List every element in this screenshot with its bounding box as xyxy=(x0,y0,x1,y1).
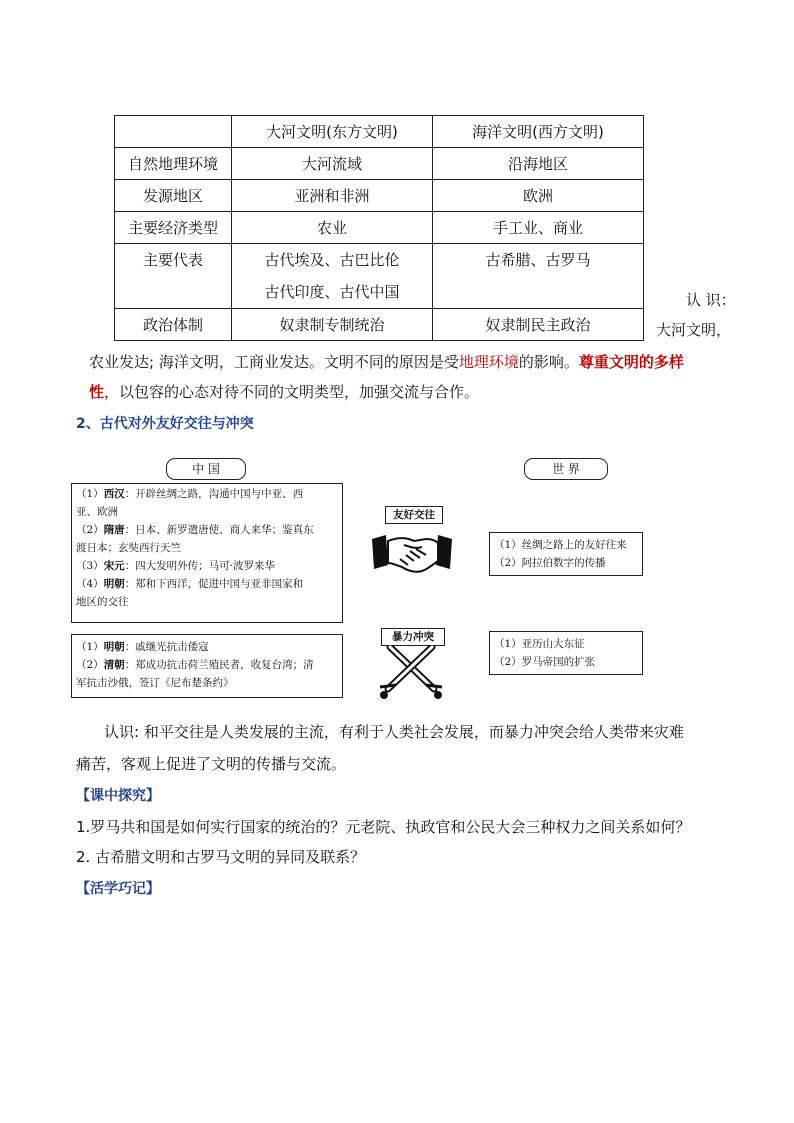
list-item: （2）罗马帝国的扩张 xyxy=(494,656,596,668)
cell-line: 古代埃及、古巴比伦 xyxy=(264,251,400,269)
table-cell: 亚洲和非洲 xyxy=(232,180,433,212)
civilization-comparison-table xyxy=(114,115,644,341)
era-label: 隋唐 xyxy=(103,524,125,536)
table-header-cell: 大河文明(东方文明) xyxy=(232,116,433,148)
china-conflict-box xyxy=(71,634,343,698)
item-text: 亚、欧洲 xyxy=(76,506,118,518)
table-cell: 奴隶制专制统治 xyxy=(232,309,433,341)
recognition-paragraph-line: 痛苦，客观上促进了文明的传播与交流。 xyxy=(76,755,347,773)
item-number: （3） xyxy=(76,560,104,572)
table-header-cell: 海洋文明(西方文明) xyxy=(433,116,644,148)
china-label: 中 国 xyxy=(166,458,246,480)
table-cell: 奴隶制民主政治 xyxy=(433,309,644,341)
highlight-text: 尊重文明的多样 xyxy=(578,353,684,371)
item-text: ：戚继光抗击倭寇 xyxy=(124,641,209,653)
recognition-paragraph-line xyxy=(89,347,684,377)
list-item: （2）阿拉伯数字的传播 xyxy=(494,557,606,569)
list-item xyxy=(76,656,338,674)
text: 的影响。 xyxy=(518,353,579,371)
era-label: 明朝 xyxy=(103,578,125,590)
item-number: （4） xyxy=(76,578,104,590)
text: 农业发达; 海洋文明，工商业发达。文明不同的原因是受 xyxy=(89,353,459,371)
table-row xyxy=(115,180,644,212)
item-number: （2） xyxy=(76,659,104,671)
recognition-side-text: 认 识： xyxy=(686,291,736,309)
item-number: （2） xyxy=(76,524,104,536)
table-cell: 农业 xyxy=(232,212,433,244)
item-text: ：开辟丝绸之路，沟通中国与中亚、西 xyxy=(124,488,304,500)
list-item: （1）亚历山大东征 xyxy=(494,638,585,650)
item-number: （1） xyxy=(76,488,104,500)
table-header-row xyxy=(115,116,644,148)
item-text: 渡日本；玄奘西行天竺 xyxy=(76,542,181,554)
era-label: 宋元 xyxy=(103,560,125,572)
table-header-cell xyxy=(115,116,232,148)
friendly-exchange-tag: 友好交往 xyxy=(385,506,443,524)
memory-heading: 【活学巧记】 xyxy=(76,881,160,897)
world-conflict-box xyxy=(489,631,643,675)
list-item xyxy=(76,593,338,611)
handshake-icon xyxy=(370,525,454,579)
list-item xyxy=(76,557,338,575)
violent-conflict-tag: 暴力冲突 xyxy=(381,628,445,646)
row-label: 主要经济类型 xyxy=(115,212,232,244)
list-item: （1）丝绸之路上的友好往来 xyxy=(494,539,627,551)
row-label: 自然地理环境 xyxy=(115,148,232,180)
table-cell xyxy=(232,244,433,309)
cell-line: 古代印度、古代中国 xyxy=(264,283,400,301)
recognition-paragraph-line xyxy=(89,377,479,407)
list-item xyxy=(76,638,338,656)
highlight-text: 地理环境 xyxy=(458,353,519,371)
question-item: 1.罗马共和国是如何实行国家的统治的？元老院、执政官和公民大会三种权力之间关系如何？ xyxy=(76,818,691,836)
era-label: 清朝 xyxy=(103,659,125,671)
item-text: 军抗击沙俄，签订《尼布楚条约》 xyxy=(76,677,234,689)
china-friendly-box xyxy=(71,483,343,623)
row-label: 主要代表 xyxy=(115,244,232,309)
table-cell: 手工业、商业 xyxy=(433,212,644,244)
world-friendly-box xyxy=(489,532,643,576)
section-heading: 2、古代对外友好交往与冲突 xyxy=(76,416,254,432)
era-label: 西汉 xyxy=(103,488,125,500)
era-label: 明朝 xyxy=(103,641,125,653)
recognition-side-text: 大河文明， xyxy=(656,321,732,339)
table-cell: 古希腊、古罗马 xyxy=(433,244,644,309)
text: ，以包容的心态对待不同的文明类型，加强交流与合作。 xyxy=(104,383,480,401)
item-text: ：四大发明外传；马可·波罗来华 xyxy=(124,560,276,572)
item-text: ：郑成功抗击荷兰殖民者，收复台湾；清 xyxy=(124,659,314,671)
table-cell: 欧洲 xyxy=(433,180,644,212)
question-item: 2. 古希腊文明和古罗马文明的异同及联系？ xyxy=(76,848,366,866)
item-text: 地区的交往 xyxy=(76,596,129,608)
table-row xyxy=(115,309,644,341)
table-row xyxy=(115,212,644,244)
recognition-paragraph-line: 认识: 和平交往是人类发展的主流，有利于人类社会发展，而暴力冲突会给人类带来灾难 xyxy=(104,723,684,741)
world-label: 世 界 xyxy=(524,458,608,480)
item-text: ：日本、新罗遣唐使、商人来华；鉴真东 xyxy=(124,524,314,536)
highlight-text: 性 xyxy=(89,383,105,401)
table-cell: 沿海地区 xyxy=(433,148,644,180)
table-row xyxy=(115,244,644,309)
list-item xyxy=(76,674,338,692)
item-number: （1） xyxy=(76,641,104,653)
list-item xyxy=(76,485,338,503)
crossed-swords-icon xyxy=(376,645,446,701)
table-cell: 大河流域 xyxy=(232,148,433,180)
item-text: ：郑和下西洋，促进中国与亚非国家和 xyxy=(124,578,304,590)
row-label: 政治体制 xyxy=(115,309,232,341)
list-item xyxy=(76,503,338,521)
table-row xyxy=(115,148,644,180)
row-label: 发源地区 xyxy=(115,180,232,212)
list-item xyxy=(76,521,338,539)
list-item xyxy=(76,575,338,593)
list-item xyxy=(76,539,338,557)
inquiry-heading: 【课中探究】 xyxy=(76,788,160,804)
